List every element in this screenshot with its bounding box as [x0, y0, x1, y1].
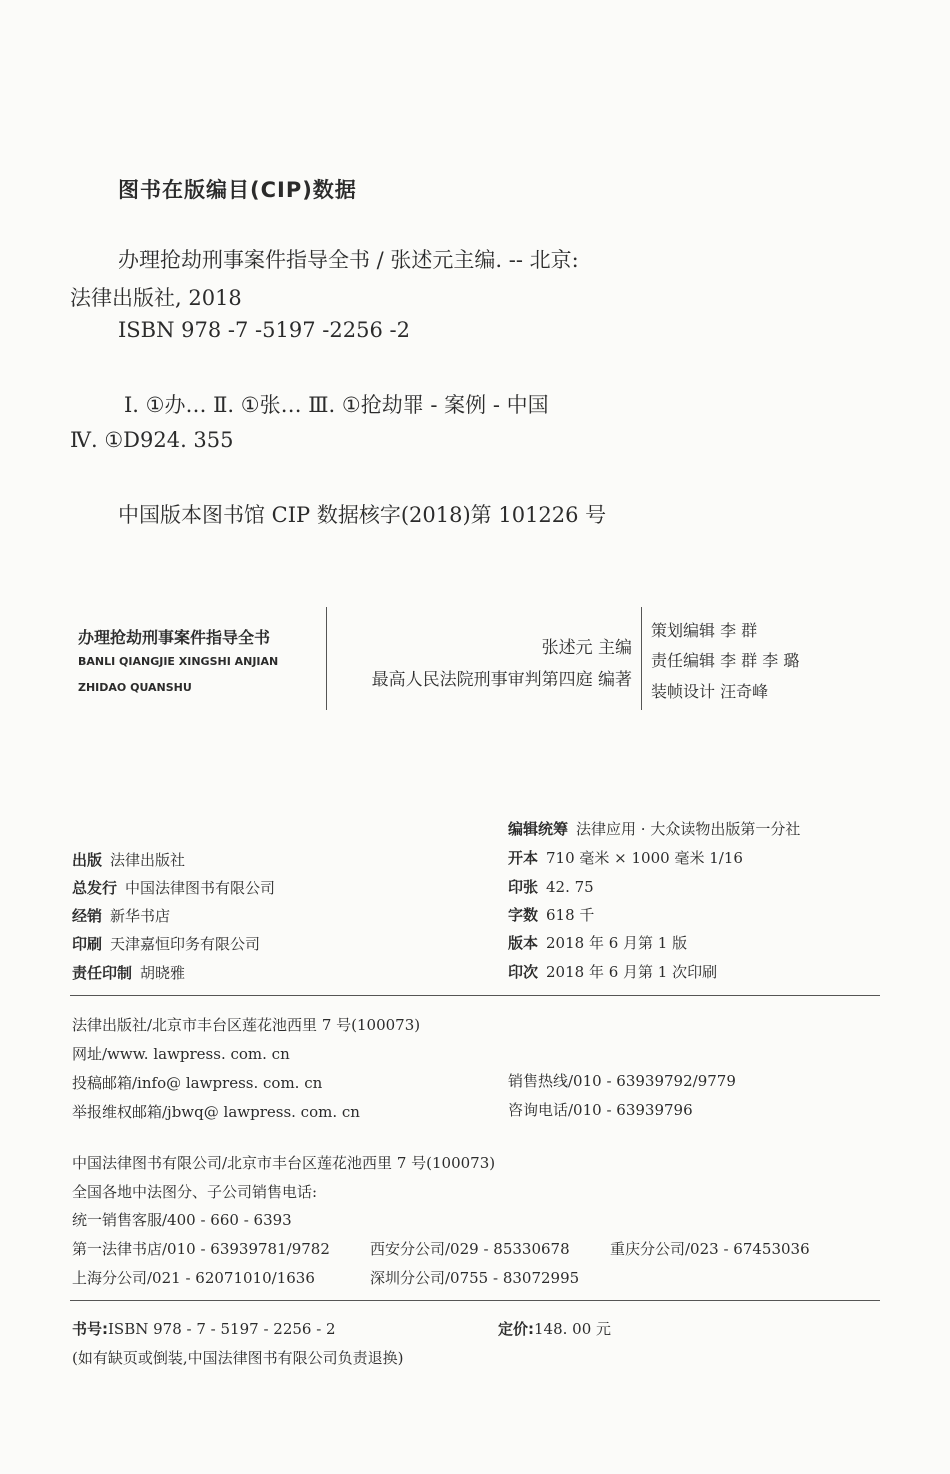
panel-divider-left	[326, 607, 327, 710]
dist-shanghai: 上海分公司/021 - 62071010/1636	[72, 1269, 315, 1287]
divider-2	[70, 1300, 880, 1301]
staff-designer: 装帧设计 汪奇峰	[651, 682, 769, 701]
dist-chongqing: 重庆分公司/023 - 67453036	[610, 1240, 810, 1258]
pub-edition: 版本 2018 年 6 月第 1 版	[508, 934, 688, 952]
pub-distributor: 总发行 中国法律图书有限公司	[72, 879, 276, 897]
pub-publisher: 出版 法律出版社	[72, 851, 186, 869]
staff-planning-editor: 策划编辑 李 群	[651, 621, 758, 640]
pub-printer: 印刷 天津嘉恒印务有限公司	[72, 935, 261, 953]
contact-inquiry-phone: 咨询电话/010 - 63939796	[508, 1101, 693, 1119]
pub-word-count: 字数 618 千	[508, 906, 595, 924]
book-pinyin-1: BANLI QIANGJIE XINGSHI ANJIAN	[78, 655, 279, 668]
cip-line-2: 法律出版社, 2018	[70, 286, 242, 310]
divider-1	[70, 995, 880, 996]
pub-format: 开本 710 毫米 × 1000 毫米 1/16	[508, 849, 743, 867]
return-note: (如有缺页或倒装,中国法律图书有限公司负责退换)	[72, 1349, 404, 1367]
pub-editorial: 编辑统筹 法律应用 · 大众读物出版第一分社	[508, 820, 801, 838]
panel-divider-right	[641, 607, 642, 710]
price: 定价:148. 00 元	[498, 1320, 612, 1338]
contact-sales-hotline: 销售热线/010 - 63939792/9779	[508, 1072, 736, 1090]
cip-classification-2: Ⅳ. ①D924. 355	[70, 428, 234, 452]
dist-shenzhen: 深圳分公司/0755 - 83072995	[370, 1269, 580, 1287]
contact-submission-email: 投稿邮箱/info@ lawpress. com. cn	[72, 1074, 323, 1092]
book-author-2: 最高人民法院刑事审判第四庭 编著	[371, 670, 632, 690]
book-number: 书号:ISBN 978 - 7 - 5197 - 2256 - 2	[72, 1320, 336, 1338]
cip-isbn: ISBN 978 -7 -5197 -2256 -2	[118, 318, 410, 342]
dist-line-1: 中国法律图书有限公司/北京市丰台区莲花池西里 7 号(100073)	[72, 1154, 496, 1172]
dist-line-3: 统一销售客服/400 - 660 - 6393	[72, 1211, 292, 1229]
dist-first-bookstore: 第一法律书店/010 - 63939781/9782	[72, 1240, 330, 1258]
contact-report-email: 举报维权邮箱/jbwq@ lawpress. com. cn	[72, 1103, 360, 1121]
book-pinyin-2: ZHIDAO QUANSHU	[78, 681, 192, 694]
contact-address: 法律出版社/北京市丰台区莲花池西里 7 号(100073)	[72, 1016, 421, 1034]
cip-classification-1: Ⅰ. ①办… Ⅱ. ①张… Ⅲ. ①抢劫罪 - 案例 - 中国	[124, 393, 549, 417]
dist-line-2: 全国各地中法图分、子公司销售电话:	[72, 1183, 318, 1201]
pub-print-supervisor: 责任印制 胡晓雅	[72, 964, 186, 982]
pub-sheets: 印张 42. 75	[508, 878, 594, 896]
book-title: 办理抢劫刑事案件指导全书	[78, 628, 271, 647]
dist-xian: 西安分公司/029 - 85330678	[370, 1240, 570, 1258]
pub-printing: 印次 2018 年 6 月第 1 次印刷	[508, 963, 718, 981]
book-author-1: 张述元 主编	[541, 638, 632, 658]
cip-line-1: 办理抢劫刑事案件指导全书 / 张述元主编. -- 北京:	[118, 248, 579, 272]
contact-website: 网址/www. lawpress. com. cn	[72, 1045, 290, 1063]
cip-heading: 图书在版编目(CIP)数据	[118, 178, 357, 202]
cip-record: 中国版本图书馆 CIP 数据核字(2018)第 101226 号	[118, 503, 607, 527]
staff-responsible-editor: 责任编辑 李 群 李 璐	[651, 651, 800, 670]
pub-seller: 经销 新华书店	[72, 907, 171, 925]
